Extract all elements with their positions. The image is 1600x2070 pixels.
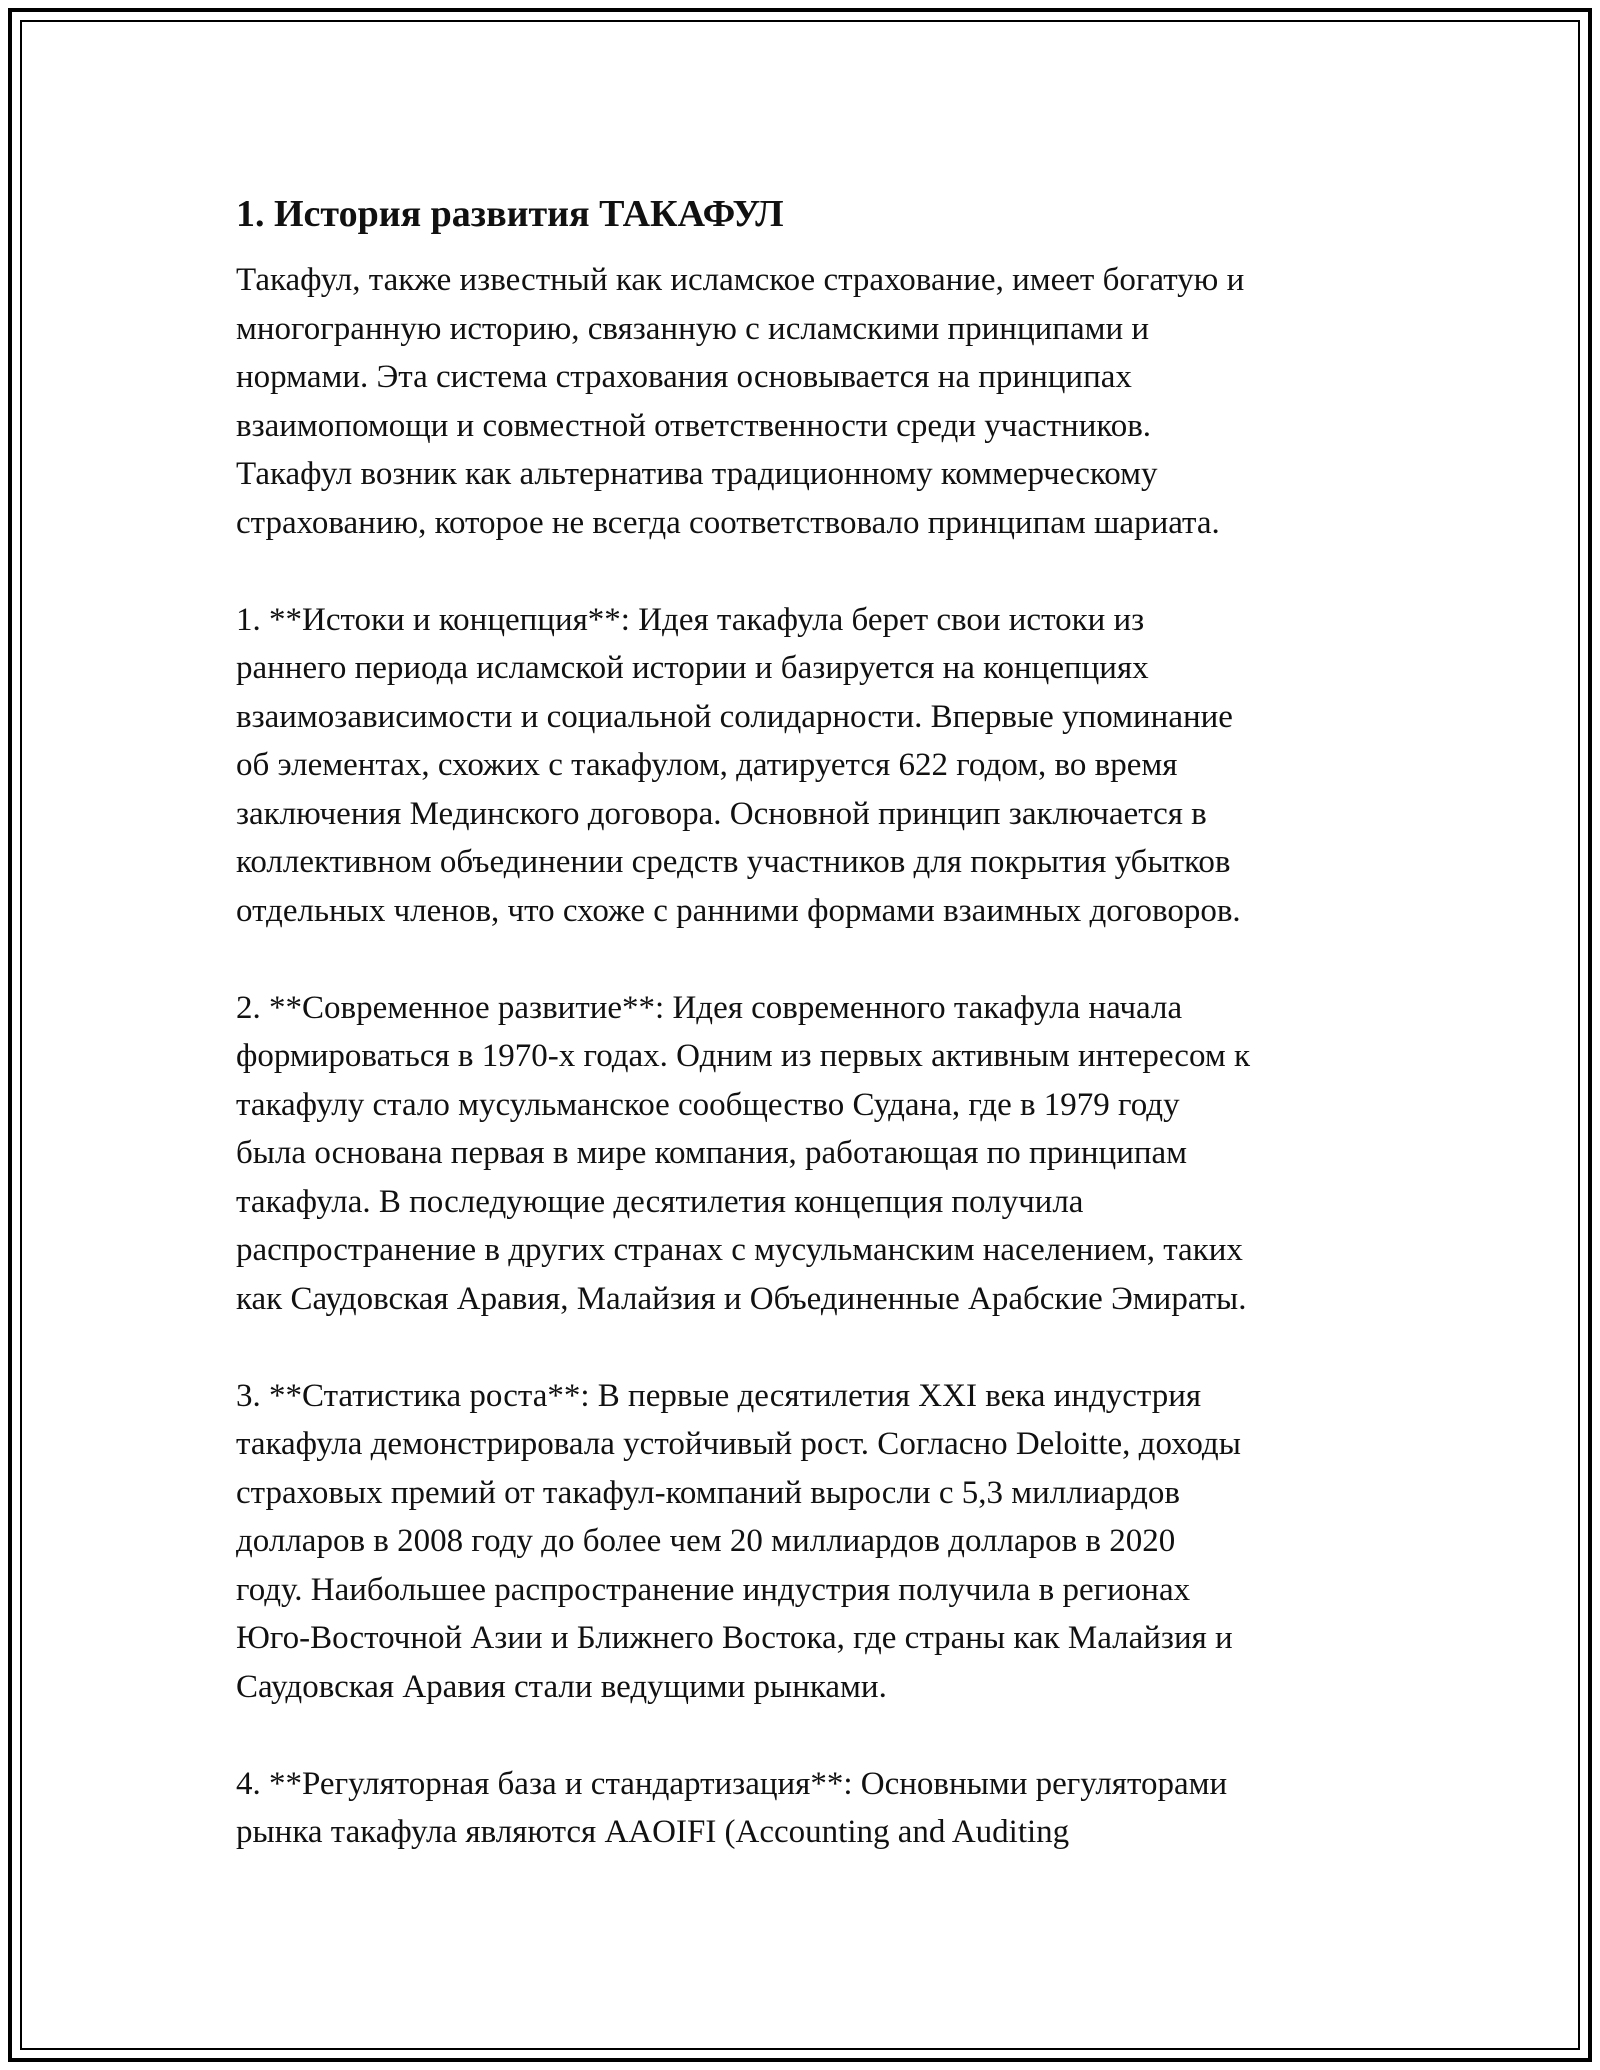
paragraph-origins: 1. **Истоки и концепция**: Идея такафула берет свои истоки из раннего периода исламской истории и базируется на концепциях взаимозависимости и социальной солидарности. Впервые упоминание об элементах, схожих с такафулом, датируется 622 годом, во время заключения Мединского договора. Основной принцип заключается в коллективном объединении средств участников для покрытия убытков отдельных членов, что схоже с ранними формами взаимных договоров. (236, 601, 1241, 929)
paragraph-intro: Такафул, также известный как исламское страхование, имеет богатую и многогранную историю, связанную с исламскими принципами и нормами. Эта система страхования основывается на принципах взаимопомощи и совместной ответственности среди участников. Такафул возник как альтернатива традиционному коммерческому страхованию, которое не всегда соответствовало принципам шариата. (236, 262, 1245, 541)
paragraph-growth-statistics: 3. **Статистика роста**: В первые десятилетия XXI века индустрия такафула демонстрировала устойчивый рост. Согласно Deloitte, доходы страховых премий от такафул-компаний выросли с 5,3 миллиардов долларов в 2008 году до более чем 20 миллиардов долларов в 2020 году. Наибольшее распространение индустрия получила в регионах Юго-Восточной Азии и Ближнего Востока, где страны как Малайзия и Саудовская Аравия стали ведущими рынками. (236, 1377, 1241, 1705)
document-body (236, 186, 1386, 1857)
paragraph-regulatory-base: 4. **Регуляторная база и стандартизация**: Основными регуляторами рынка такафула являются AAOIFI (Accounting and Auditing (236, 1765, 1228, 1850)
paragraph-modern-development: 2. **Современное развитие**: Идея современного такафула начала формироваться в 1970-х годах. Одним из первых активным интересом к такафулу стало мусульманское сообщество Судана, где в 1979 году была основана первая в мире компания, работающая по принципам такафула. В последующие десятилетия концепция получила распространение в других странах с мусульманским населением, таких как Саудовская Аравия, Малайзия и Объединенные Арабские Эмираты. (236, 989, 1250, 1317)
section-heading: 1. История развития ТАКАФУЛ (236, 193, 784, 235)
